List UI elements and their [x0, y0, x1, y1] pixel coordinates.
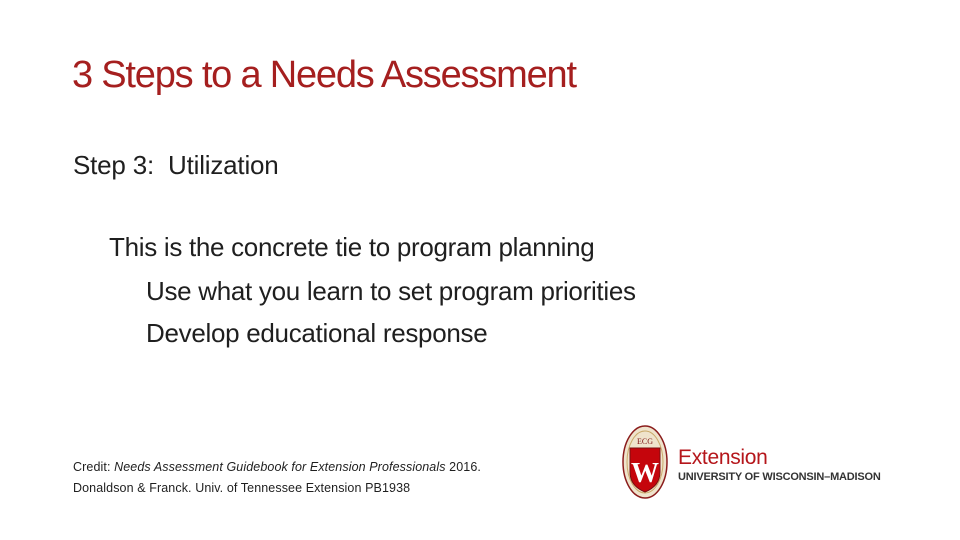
bullet-sub-priorities: Use what you learn to set program priorities	[146, 276, 636, 306]
step-heading: Step 3: Utilization	[73, 150, 279, 180]
credit-line-1	[73, 457, 481, 478]
uw-extension-logo	[622, 424, 888, 500]
slide-title: 3 Steps to a Needs Assessment	[72, 54, 576, 96]
credit-prefix: Credit:	[73, 460, 115, 474]
crest-motto: ECG	[637, 437, 653, 446]
crest-letter: W	[631, 458, 659, 489]
bullet-sub-response: Develop educational response	[146, 318, 488, 348]
bullet-main: This is the concrete tie to program planning	[109, 232, 595, 262]
credit-citation	[73, 457, 481, 499]
logo-wordmark: Extension	[678, 446, 768, 469]
credit-year: 2016.	[445, 460, 481, 474]
logo-university: UNIVERSITY OF WISCONSIN–MADISON	[678, 471, 881, 483]
credit-line-2: Donaldson & Franck. Univ. of Tennessee Extension PB1938	[73, 481, 411, 495]
credit-book-title: Needs Assessment Guidebook for Extension Professionals	[114, 460, 446, 474]
uw-crest-icon	[622, 424, 668, 500]
